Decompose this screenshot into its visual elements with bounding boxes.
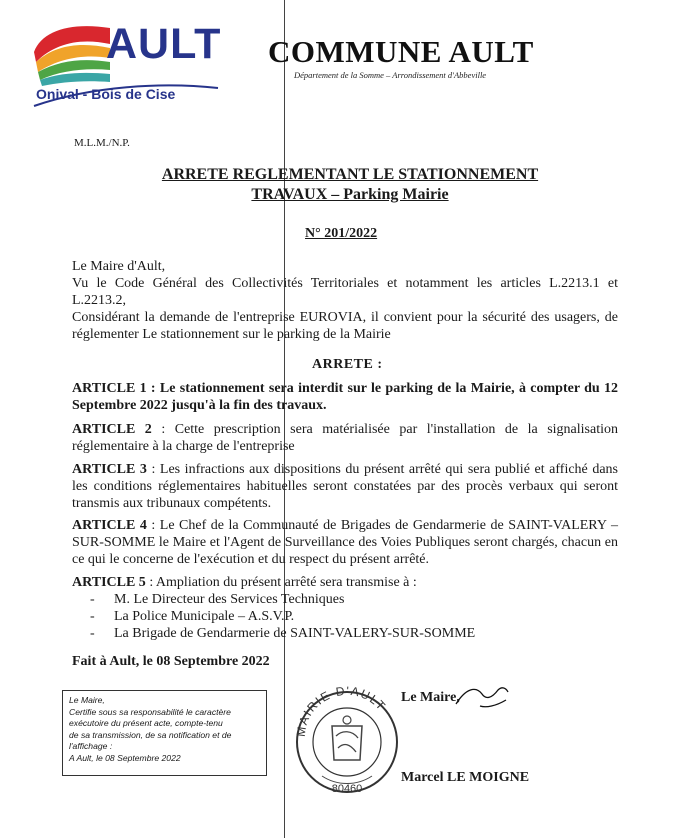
order-title-line-2: TRAVAUX – Parking Mairie	[251, 186, 449, 203]
done-at-line: Fait à Ault, le 08 Septembre 2022	[72, 654, 270, 669]
preamble-line: Vu le Code Général des Collectivités Territoriales et notamment les articles L.2213.1 et L.2213.2,	[72, 276, 618, 308]
article-text: : Le Chef de la Communauté de Brigades de Gendarmerie de SAINT-VALERY – SUR-SOMME le Maire et l'Agent de Surveillance des Voies Publiques seront chargés, chacun en ce qui le concerne de l'exécution et du respect du présent arrêté.	[72, 518, 618, 567]
certification-line: exécutoire du présent acte, compte-tenu	[69, 718, 223, 729]
article-label: ARTICLE 2	[72, 422, 152, 437]
article-text: : Ampliation du présent arrêté sera transmise à :	[145, 575, 417, 590]
article-text: Le stationnement sera interdit sur le parking de la Mairie, à compter du 12 Septembre 2022 jusqu'à la fin des travaux.	[72, 381, 618, 413]
article-label: ARTICLE 3	[72, 462, 147, 477]
preamble	[72, 258, 618, 343]
recipient-item: - M. Le Directeur des Services Techniques	[72, 591, 618, 608]
seal-icon	[292, 686, 402, 798]
order-number: N° 201/2022	[305, 226, 378, 241]
stamp-postcode: 80460	[331, 783, 363, 795]
preamble-line: Le Maire d'Ault,	[72, 259, 166, 274]
article-text: : Cette prescription sera matérialisée par l'installation de la signalisation réglementaire à la charge de l'entreprise	[72, 422, 618, 454]
recipient-item: - La Police Municipale – A.S.V.P.	[72, 608, 618, 625]
logo-swoosh-icon	[32, 80, 220, 110]
logo-wordmark: AULT	[106, 20, 222, 68]
article-label: ARTICLE 1 :	[72, 381, 156, 396]
article-3	[72, 461, 618, 512]
article-text: : Les infractions aux dispositions du présent arrêté qui sera publié et affiché dans les conditions réglementaires habituelles seront constatées par des procès verbaux qui seront transmis aux tribunaux compétents.	[72, 462, 618, 511]
certification-line: de sa transmission, de sa notification et de	[69, 729, 232, 740]
article-label: ARTICLE 4	[72, 518, 147, 533]
stamp-ring-text: MAIRIE D'AULT	[293, 686, 389, 738]
svg-text:MAIRIE D'AULT	[294, 686, 389, 737]
certification-line: Le Maire,	[69, 695, 105, 705]
recipient-item: - La Brigade de Gendarmerie de SAINT-VALERY-SUR-SOMME	[72, 625, 618, 642]
mayor-name: Marcel LE MOIGNE	[401, 770, 530, 785]
department-line: Département de la Somme – Arrondissement d'Abbeville	[294, 70, 487, 80]
article-2	[72, 421, 618, 455]
scan-fold-line	[284, 0, 285, 838]
logo-emblem-icon	[32, 22, 112, 86]
recipient-list	[72, 591, 618, 642]
article-5	[72, 574, 618, 642]
order-title-line-1: ARRETE REGLEMENTANT LE STATIONNEMENT	[161, 166, 539, 183]
certification-line: Certifie sous sa responsabilité le caractère	[69, 706, 231, 717]
handwritten-signature	[452, 680, 512, 716]
article-label: ARTICLE 5	[72, 575, 146, 590]
logo-tagline: Onival - Bois de Cise	[36, 86, 176, 102]
preamble-line: Considérant la demande de l'entreprise EUROVIA, il convient pour la sécurité des usagers, de réglementer Le stationnement sur le parking de la Mairie	[72, 310, 618, 342]
commune-heading: COMMUNE AULT	[268, 34, 534, 69]
official-stamp	[292, 686, 402, 798]
decision-heading: ARRETE :	[312, 357, 383, 372]
document-reference: M.L.M./N.P.	[74, 137, 130, 149]
signature-label: Le Maire,	[401, 690, 460, 705]
certification-line: l'affichage :	[69, 741, 113, 752]
article-1	[72, 380, 618, 414]
certification-line: A Ault, le 08 Septembre 2022	[69, 752, 181, 763]
article-4	[72, 517, 618, 568]
certification-box	[62, 690, 267, 776]
town-logo	[32, 20, 222, 112]
